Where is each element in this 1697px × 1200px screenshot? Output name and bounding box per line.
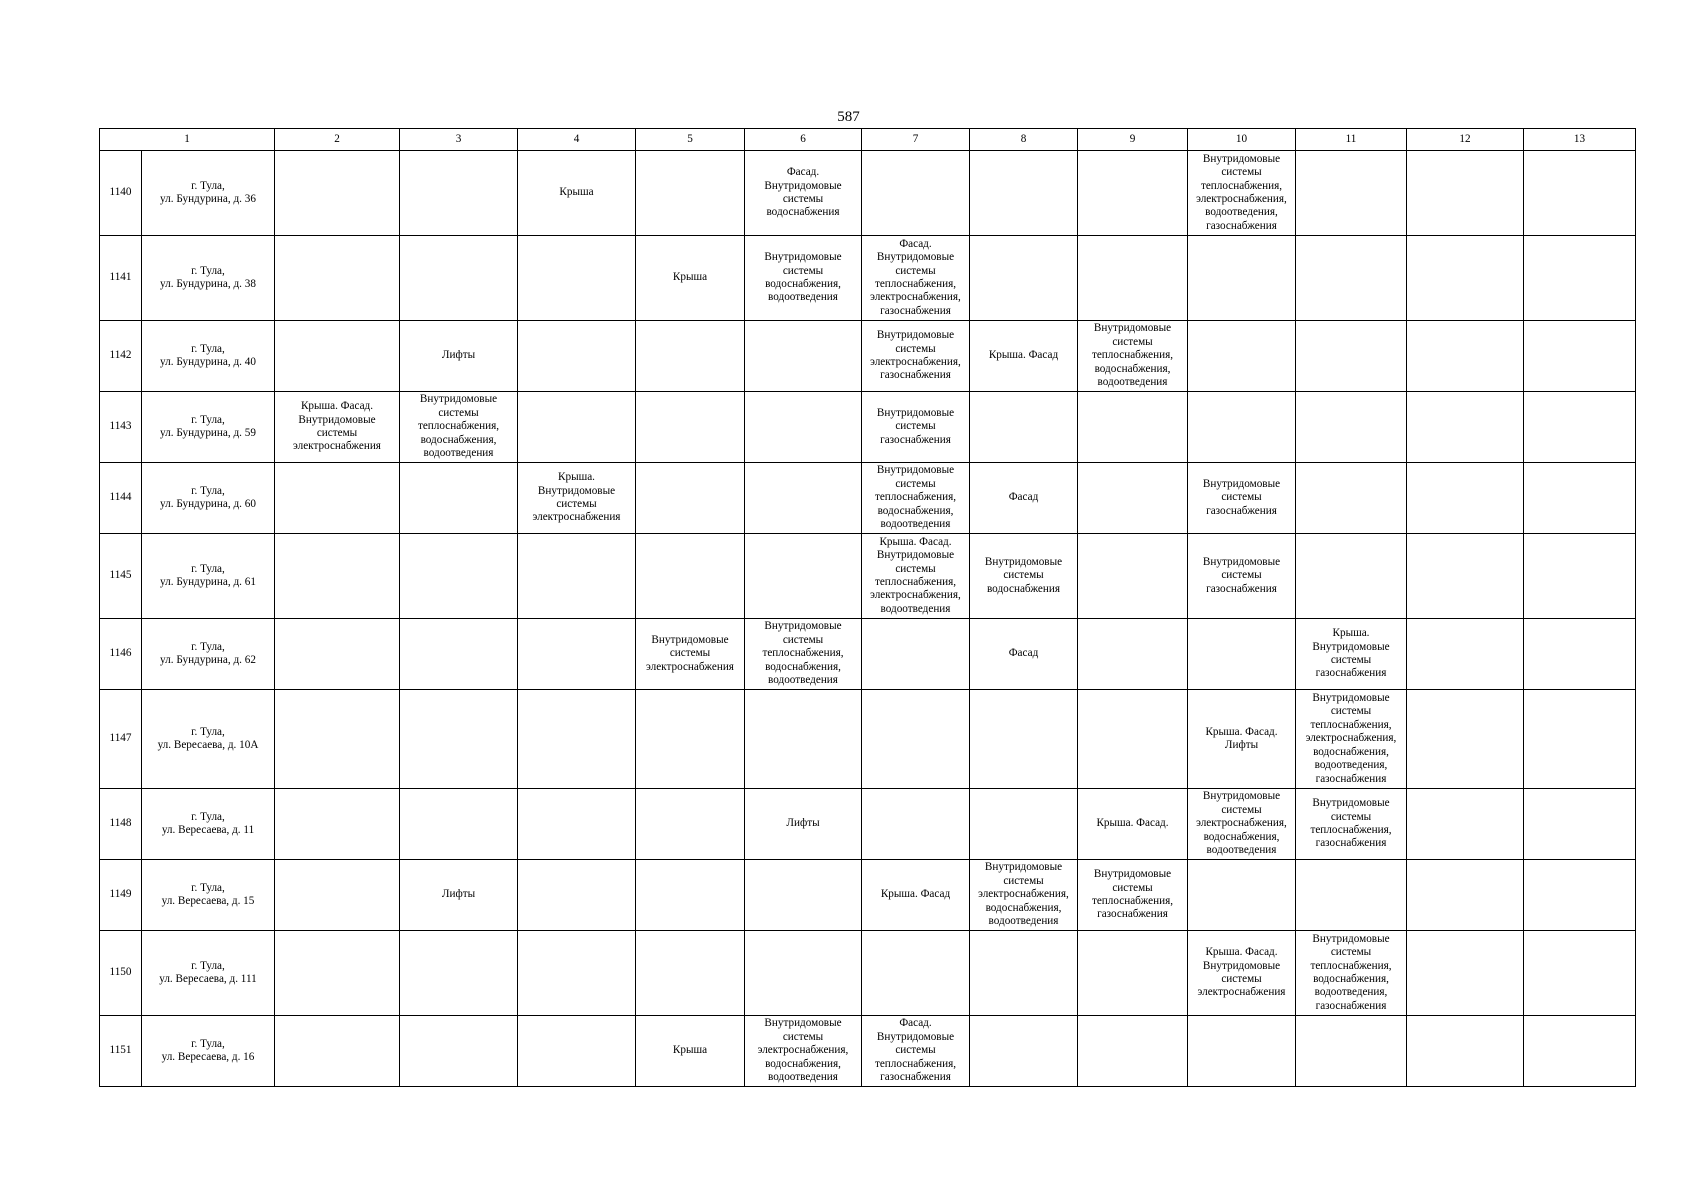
work-type-cell-col-8 bbox=[970, 151, 1078, 236]
address-street: ул. Бундурина, д. 36 bbox=[160, 193, 256, 205]
column-number-header-row bbox=[100, 129, 1636, 151]
work-type-cell-col-3 bbox=[400, 151, 518, 236]
address-cell bbox=[142, 1016, 275, 1087]
work-type-cell-col-9 bbox=[1078, 931, 1188, 1016]
address-cell bbox=[142, 690, 275, 789]
work-type-cell-col-3 bbox=[400, 619, 518, 690]
work-type-cell-col-2 bbox=[275, 619, 400, 690]
row-number-cell: 1142 bbox=[100, 321, 142, 392]
work-type-cell-col-3 bbox=[400, 236, 518, 321]
column-number-header-cell: 7 bbox=[862, 129, 970, 151]
work-type-cell-col-9: Внутридомовые системы теплоснабжения, газоснабжения bbox=[1078, 860, 1188, 931]
work-type-cell-col-4 bbox=[518, 534, 636, 619]
work-type-cell-col-12 bbox=[1407, 1016, 1524, 1087]
work-type-cell-col-4 bbox=[518, 1016, 636, 1087]
work-type-cell-col-4 bbox=[518, 236, 636, 321]
work-type-cell-col-6 bbox=[745, 931, 862, 1016]
work-type-cell-col-10: Крыша. Фасад. Лифты bbox=[1188, 690, 1296, 789]
address-street: ул. Бундурина, д. 60 bbox=[160, 498, 256, 510]
address-city: г. Тула, bbox=[191, 810, 225, 823]
address-cell bbox=[142, 860, 275, 931]
work-type-cell-col-11 bbox=[1296, 236, 1407, 321]
work-type-cell-col-4 bbox=[518, 392, 636, 463]
row-number-cell: 1146 bbox=[100, 619, 142, 690]
page-number: 587 bbox=[837, 109, 860, 125]
row-number-cell: 1149 bbox=[100, 860, 142, 931]
work-type-cell-col-7: Фасад. Внутридомовые системы теплоснабжения, газоснабжения bbox=[862, 1016, 970, 1087]
address-city: г. Тула, bbox=[191, 725, 225, 738]
table-row bbox=[100, 392, 1636, 463]
work-type-cell-col-2 bbox=[275, 860, 400, 931]
address-cell bbox=[142, 789, 275, 860]
table-row bbox=[100, 534, 1636, 619]
work-type-cell-col-11: Внутридомовые системы теплоснабжения, водоснабжения, водоотведения, газоснабжения bbox=[1296, 931, 1407, 1016]
work-type-cell-col-6: Фасад. Внутридомовые системы водоснабжения bbox=[745, 151, 862, 236]
work-type-cell-col-5 bbox=[636, 321, 745, 392]
column-number-header-cell: 6 bbox=[745, 129, 862, 151]
column-number-header-cell: 5 bbox=[636, 129, 745, 151]
address-city: г. Тула, bbox=[191, 179, 225, 192]
address-city: г. Тула, bbox=[191, 1037, 225, 1050]
work-type-cell-col-5 bbox=[636, 151, 745, 236]
work-type-cell-col-13 bbox=[1524, 236, 1636, 321]
column-number-header-cell: 10 bbox=[1188, 129, 1296, 151]
address-street: ул. Вересаева, д. 10А bbox=[157, 739, 259, 751]
work-type-cell-col-6 bbox=[745, 392, 862, 463]
work-type-cell-col-10: Крыша. Фасад. Внутридомовые системы электроснабжения bbox=[1188, 931, 1296, 1016]
table-row bbox=[100, 463, 1636, 534]
work-type-cell-col-5: Крыша bbox=[636, 1016, 745, 1087]
work-type-cell-col-7: Фасад. Внутридомовые системы теплоснабжения, электроснабжения, газоснабжения bbox=[862, 236, 970, 321]
table-row bbox=[100, 321, 1636, 392]
column-number-header-cell: 8 bbox=[970, 129, 1078, 151]
work-type-cell-col-2 bbox=[275, 789, 400, 860]
work-type-cell-col-10: Внутридомовые системы газоснабжения bbox=[1188, 534, 1296, 619]
work-type-cell-col-3: Лифты bbox=[400, 860, 518, 931]
work-type-cell-col-3: Лифты bbox=[400, 321, 518, 392]
address-cell bbox=[142, 619, 275, 690]
address-cell bbox=[142, 321, 275, 392]
work-type-cell-col-12 bbox=[1407, 151, 1524, 236]
work-type-cell-col-5 bbox=[636, 463, 745, 534]
work-type-cell-col-6: Лифты bbox=[745, 789, 862, 860]
address-street: ул. Вересаева, д. 11 bbox=[161, 824, 255, 836]
address-cell bbox=[142, 236, 275, 321]
work-type-cell-col-11 bbox=[1296, 321, 1407, 392]
row-number-cell: 1148 bbox=[100, 789, 142, 860]
work-type-cell-col-12 bbox=[1407, 236, 1524, 321]
work-type-cell-col-9 bbox=[1078, 690, 1188, 789]
work-type-cell-col-8: Внутридомовые системы водоснабжения bbox=[970, 534, 1078, 619]
work-type-cell-col-6 bbox=[745, 860, 862, 931]
work-type-cell-col-13 bbox=[1524, 534, 1636, 619]
address-cell bbox=[142, 931, 275, 1016]
work-type-cell-col-9 bbox=[1078, 534, 1188, 619]
table-row bbox=[100, 236, 1636, 321]
work-type-cell-col-12 bbox=[1407, 860, 1524, 931]
column-number-header-cell: 11 bbox=[1296, 129, 1407, 151]
work-type-cell-col-11 bbox=[1296, 1016, 1407, 1087]
work-type-cell-col-5: Внутридомовые системы электроснабжения bbox=[636, 619, 745, 690]
work-type-cell-col-5 bbox=[636, 860, 745, 931]
column-number-header-cell: 12 bbox=[1407, 129, 1524, 151]
table-row bbox=[100, 789, 1636, 860]
work-type-cell-col-12 bbox=[1407, 789, 1524, 860]
work-type-cell-col-3 bbox=[400, 463, 518, 534]
work-type-cell-col-4: Крыша. Внутридомовые системы электроснабжения bbox=[518, 463, 636, 534]
work-type-cell-col-2: Крыша. Фасад. Внутридомовые системы электроснабжения bbox=[275, 392, 400, 463]
work-type-cell-col-8: Крыша. Фасад bbox=[970, 321, 1078, 392]
work-type-cell-col-8 bbox=[970, 789, 1078, 860]
work-type-cell-col-5 bbox=[636, 392, 745, 463]
table-row bbox=[100, 151, 1636, 236]
address-city: г. Тула, bbox=[191, 264, 225, 277]
work-type-cell-col-4 bbox=[518, 619, 636, 690]
work-type-cell-col-3 bbox=[400, 1016, 518, 1087]
column-number-header-cell: 9 bbox=[1078, 129, 1188, 151]
work-type-cell-col-12 bbox=[1407, 392, 1524, 463]
row-number-cell: 1151 bbox=[100, 1016, 142, 1087]
work-type-cell-col-5: Крыша bbox=[636, 236, 745, 321]
address-city: г. Тула, bbox=[191, 881, 225, 894]
address-street: ул. Бундурина, д. 61 bbox=[160, 576, 256, 588]
address-street: ул. Бундурина, д. 62 bbox=[160, 654, 256, 666]
work-type-cell-col-11: Внутридомовые системы теплоснабжения, электроснабжения, водоснабжения, водоотведения, газоснабжения bbox=[1296, 690, 1407, 789]
work-type-cell-col-9 bbox=[1078, 151, 1188, 236]
work-type-cell-col-10 bbox=[1188, 321, 1296, 392]
column-number-header-cell: 3 bbox=[400, 129, 518, 151]
work-type-cell-col-9 bbox=[1078, 392, 1188, 463]
work-type-cell-col-13 bbox=[1524, 619, 1636, 690]
repair-schedule-table bbox=[99, 128, 1636, 1087]
work-type-cell-col-12 bbox=[1407, 690, 1524, 789]
work-type-cell-col-12 bbox=[1407, 619, 1524, 690]
work-type-cell-col-6: Внутридомовые системы электроснабжения, водоснабжения, водоотведения bbox=[745, 1016, 862, 1087]
work-type-cell-col-3 bbox=[400, 534, 518, 619]
work-type-cell-col-11: Крыша. Внутридомовые системы газоснабжения bbox=[1296, 619, 1407, 690]
row-number-cell: 1144 bbox=[100, 463, 142, 534]
work-type-cell-col-6 bbox=[745, 690, 862, 789]
address-city: г. Тула, bbox=[191, 342, 225, 355]
work-type-cell-col-7 bbox=[862, 931, 970, 1016]
work-type-cell-col-13 bbox=[1524, 860, 1636, 931]
work-type-cell-col-6 bbox=[745, 534, 862, 619]
work-type-cell-col-12 bbox=[1407, 534, 1524, 619]
work-type-cell-col-12 bbox=[1407, 463, 1524, 534]
table-row bbox=[100, 1016, 1636, 1087]
work-type-cell-col-2 bbox=[275, 463, 400, 534]
work-type-cell-col-3 bbox=[400, 931, 518, 1016]
address-city: г. Тула, bbox=[191, 484, 225, 497]
work-type-cell-col-7: Крыша. Фасад. Внутридомовые системы теплоснабжения, электроснабжения, водоотведения bbox=[862, 534, 970, 619]
work-type-cell-col-9 bbox=[1078, 619, 1188, 690]
row-number-cell: 1145 bbox=[100, 534, 142, 619]
address-city: г. Тула, bbox=[191, 640, 225, 653]
work-type-cell-col-2 bbox=[275, 236, 400, 321]
work-type-cell-col-13 bbox=[1524, 151, 1636, 236]
column-number-header-cell: 13 bbox=[1524, 129, 1636, 151]
work-type-cell-col-3 bbox=[400, 789, 518, 860]
work-type-cell-col-10 bbox=[1188, 619, 1296, 690]
row-number-cell: 1147 bbox=[100, 690, 142, 789]
work-type-cell-col-10: Внутридомовые системы теплоснабжения, электроснабжения, водоотведения, газоснабжения bbox=[1188, 151, 1296, 236]
work-type-cell-col-12 bbox=[1407, 321, 1524, 392]
address-cell bbox=[142, 151, 275, 236]
column-number-header-cell: 4 bbox=[518, 129, 636, 151]
work-type-cell-col-10 bbox=[1188, 860, 1296, 931]
address-cell bbox=[142, 534, 275, 619]
work-type-cell-col-9: Внутридомовые системы теплоснабжения, водоснабжения, водоотведения bbox=[1078, 321, 1188, 392]
work-type-cell-col-8 bbox=[970, 1016, 1078, 1087]
work-type-cell-col-11 bbox=[1296, 860, 1407, 931]
work-type-cell-col-2 bbox=[275, 321, 400, 392]
work-type-cell-col-11 bbox=[1296, 392, 1407, 463]
address-city: г. Тула, bbox=[191, 413, 225, 426]
work-type-cell-col-6 bbox=[745, 463, 862, 534]
work-type-cell-col-11: Внутридомовые системы теплоснабжения, газоснабжения bbox=[1296, 789, 1407, 860]
address-city: г. Тула, bbox=[191, 562, 225, 575]
work-type-cell-col-13 bbox=[1524, 789, 1636, 860]
work-type-cell-col-2 bbox=[275, 1016, 400, 1087]
work-type-cell-col-10 bbox=[1188, 1016, 1296, 1087]
work-type-cell-col-7 bbox=[862, 619, 970, 690]
work-type-cell-col-2 bbox=[275, 931, 400, 1016]
work-type-cell-col-10: Внутридомовые системы газоснабжения bbox=[1188, 463, 1296, 534]
work-type-cell-col-13 bbox=[1524, 690, 1636, 789]
work-type-cell-col-3: Внутридомовые системы теплоснабжения, водоснабжения, водоотведения bbox=[400, 392, 518, 463]
work-type-cell-col-13 bbox=[1524, 321, 1636, 392]
address-city: г. Тула, bbox=[191, 959, 225, 972]
work-type-cell-col-8: Внутридомовые системы электроснабжения, водоснабжения, водоотведения bbox=[970, 860, 1078, 931]
address-street: ул. Вересаева, д. 111 bbox=[159, 973, 257, 985]
work-type-cell-col-9 bbox=[1078, 463, 1188, 534]
work-type-cell-col-8 bbox=[970, 690, 1078, 789]
work-type-cell-col-7 bbox=[862, 789, 970, 860]
work-type-cell-col-8 bbox=[970, 392, 1078, 463]
work-type-cell-col-10: Внутридомовые системы электроснабжения, водоснабжения, водоотведения bbox=[1188, 789, 1296, 860]
work-type-cell-col-10 bbox=[1188, 392, 1296, 463]
column-number-header-cell: 1 bbox=[100, 129, 275, 151]
work-type-cell-col-8 bbox=[970, 931, 1078, 1016]
work-type-cell-col-5 bbox=[636, 690, 745, 789]
address-street: ул. Бундурина, д. 38 bbox=[160, 278, 256, 290]
work-type-cell-col-2 bbox=[275, 690, 400, 789]
work-type-cell-col-8 bbox=[970, 236, 1078, 321]
work-type-cell-col-13 bbox=[1524, 392, 1636, 463]
row-number-cell: 1150 bbox=[100, 931, 142, 1016]
work-type-cell-col-7: Крыша. Фасад bbox=[862, 860, 970, 931]
address-street: ул. Бундурина, д. 40 bbox=[160, 356, 256, 368]
work-type-cell-col-7: Внутридомовые системы теплоснабжения, водоснабжения, водоотведения bbox=[862, 463, 970, 534]
work-type-cell-col-7 bbox=[862, 151, 970, 236]
work-type-cell-col-10 bbox=[1188, 236, 1296, 321]
work-type-cell-col-7 bbox=[862, 690, 970, 789]
column-number-header-cell: 2 bbox=[275, 129, 400, 151]
work-type-cell-col-6: Внутридомовые системы водоснабжения, водоотведения bbox=[745, 236, 862, 321]
work-type-cell-col-9 bbox=[1078, 1016, 1188, 1087]
work-type-cell-col-2 bbox=[275, 534, 400, 619]
work-type-cell-col-4 bbox=[518, 690, 636, 789]
table-row bbox=[100, 690, 1636, 789]
work-type-cell-col-13 bbox=[1524, 1016, 1636, 1087]
work-type-cell-col-13 bbox=[1524, 931, 1636, 1016]
work-type-cell-col-4 bbox=[518, 931, 636, 1016]
work-type-cell-col-4: Крыша bbox=[518, 151, 636, 236]
table-row bbox=[100, 619, 1636, 690]
work-type-cell-col-4 bbox=[518, 789, 636, 860]
work-type-cell-col-11 bbox=[1296, 534, 1407, 619]
work-type-cell-col-5 bbox=[636, 931, 745, 1016]
work-type-cell-col-9 bbox=[1078, 236, 1188, 321]
work-type-cell-col-12 bbox=[1407, 931, 1524, 1016]
work-type-cell-col-7: Внутридомовые системы электроснабжения, газоснабжения bbox=[862, 321, 970, 392]
address-cell bbox=[142, 392, 275, 463]
work-type-cell-col-4 bbox=[518, 860, 636, 931]
work-type-cell-col-6: Внутридомовые системы теплоснабжения, водоснабжения, водоотведения bbox=[745, 619, 862, 690]
address-street: ул. Вересаева, д. 16 bbox=[161, 1051, 255, 1063]
work-type-cell-col-2 bbox=[275, 151, 400, 236]
work-type-cell-col-5 bbox=[636, 534, 745, 619]
table-row bbox=[100, 931, 1636, 1016]
work-type-cell-col-7: Внутридомовые системы газоснабжения bbox=[862, 392, 970, 463]
row-number-cell: 1143 bbox=[100, 392, 142, 463]
row-number-cell: 1141 bbox=[100, 236, 142, 321]
work-type-cell-col-9: Крыша. Фасад. bbox=[1078, 789, 1188, 860]
address-cell bbox=[142, 463, 275, 534]
work-type-cell-col-8: Фасад bbox=[970, 619, 1078, 690]
row-number-cell: 1140 bbox=[100, 151, 142, 236]
work-type-cell-col-13 bbox=[1524, 463, 1636, 534]
address-street: ул. Бундурина, д. 59 bbox=[160, 427, 256, 439]
work-type-cell-col-6 bbox=[745, 321, 862, 392]
work-type-cell-col-11 bbox=[1296, 151, 1407, 236]
address-street: ул. Вересаева, д. 15 bbox=[161, 895, 255, 907]
work-type-cell-col-3 bbox=[400, 690, 518, 789]
table-row bbox=[100, 860, 1636, 931]
work-type-cell-col-11 bbox=[1296, 463, 1407, 534]
work-type-cell-col-5 bbox=[636, 789, 745, 860]
work-type-cell-col-4 bbox=[518, 321, 636, 392]
work-type-cell-col-8: Фасад bbox=[970, 463, 1078, 534]
